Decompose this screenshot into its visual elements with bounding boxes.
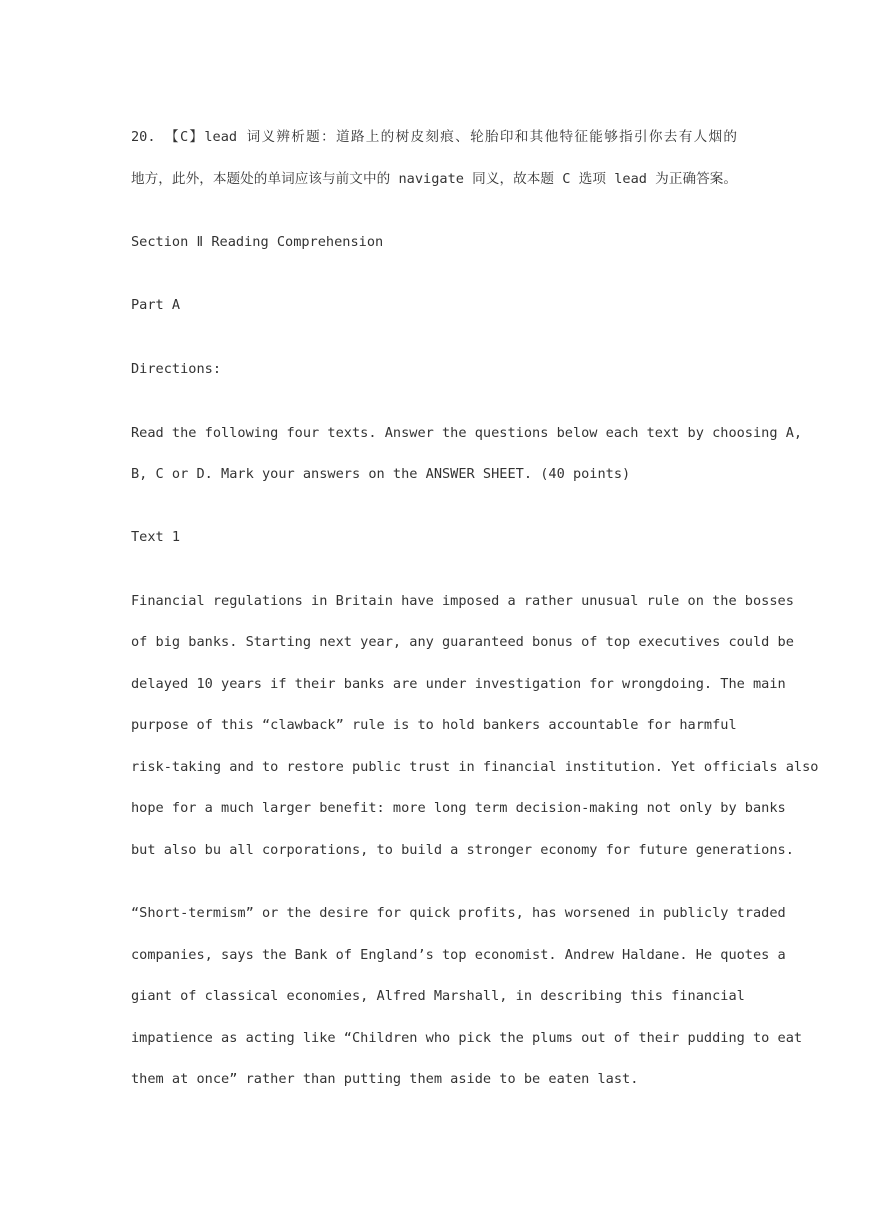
- paragraph-1-line-5: risk-taking and to restore public trust in financial institution. Yet officials also: [131, 759, 819, 775]
- directions-line-2: B, C or D. Mark your answers on the ANSWER SHEET. (40 points): [131, 466, 631, 482]
- paragraph-2-line-1: “Short-termism” or the desire for quick profits, has worsened in publicly traded: [131, 905, 786, 921]
- paragraph-1-line-1: Financial regulations in Britain have imposed a rather unusual rule on the bosses: [131, 593, 794, 609]
- directions-line-1: Read the following four texts. Answer the questions below each text by choosing A,: [131, 425, 803, 441]
- paragraph-1-line-7: but also bu all corporations, to build a stronger economy for future generations.: [131, 842, 794, 858]
- paragraph-1-line-6: hope for a much larger benefit: more long term decision-making not only by banks: [131, 800, 786, 816]
- paragraph-2-line-2: companies, says the Bank of England’s top economist. Andrew Haldane. He quotes a: [131, 947, 786, 963]
- paragraph-1-line-3: delayed 10 years if their banks are under investigation for wrongdoing. The main: [131, 676, 786, 692]
- paragraph-2-line-5: them at once” rather than putting them aside to be eaten last.: [131, 1071, 639, 1087]
- paragraph-1-line-4: purpose of this “clawback” rule is to hold bankers accountable for harmful: [131, 717, 737, 733]
- paragraph-2-line-4: impatience as acting like “Children who pick the plums out of their pudding to eat: [131, 1030, 803, 1046]
- answer-20-line-2: 地方，此外，本题处的单词应该与前文中的 navigate 同义，故本题 C 选项 lead 为正确答案。: [131, 171, 737, 187]
- part-heading: Part A: [131, 297, 181, 313]
- section-heading: Section Ⅱ Reading Comprehension: [131, 234, 384, 250]
- paragraph-1-line-2: of big banks. Starting next year, any guaranteed bonus of top executives could be: [131, 634, 794, 650]
- answer-20-line-1: 20. 【C】lead 词义辨析题：道路上的树皮刻痕、轮胎印和其他特征能够指引你去有人烟的: [131, 129, 737, 145]
- directions-label: Directions:: [131, 361, 222, 377]
- paragraph-2-line-3: giant of classical economies, Alfred Marshall, in describing this financial: [131, 988, 745, 1004]
- text-heading: Text 1: [131, 529, 181, 545]
